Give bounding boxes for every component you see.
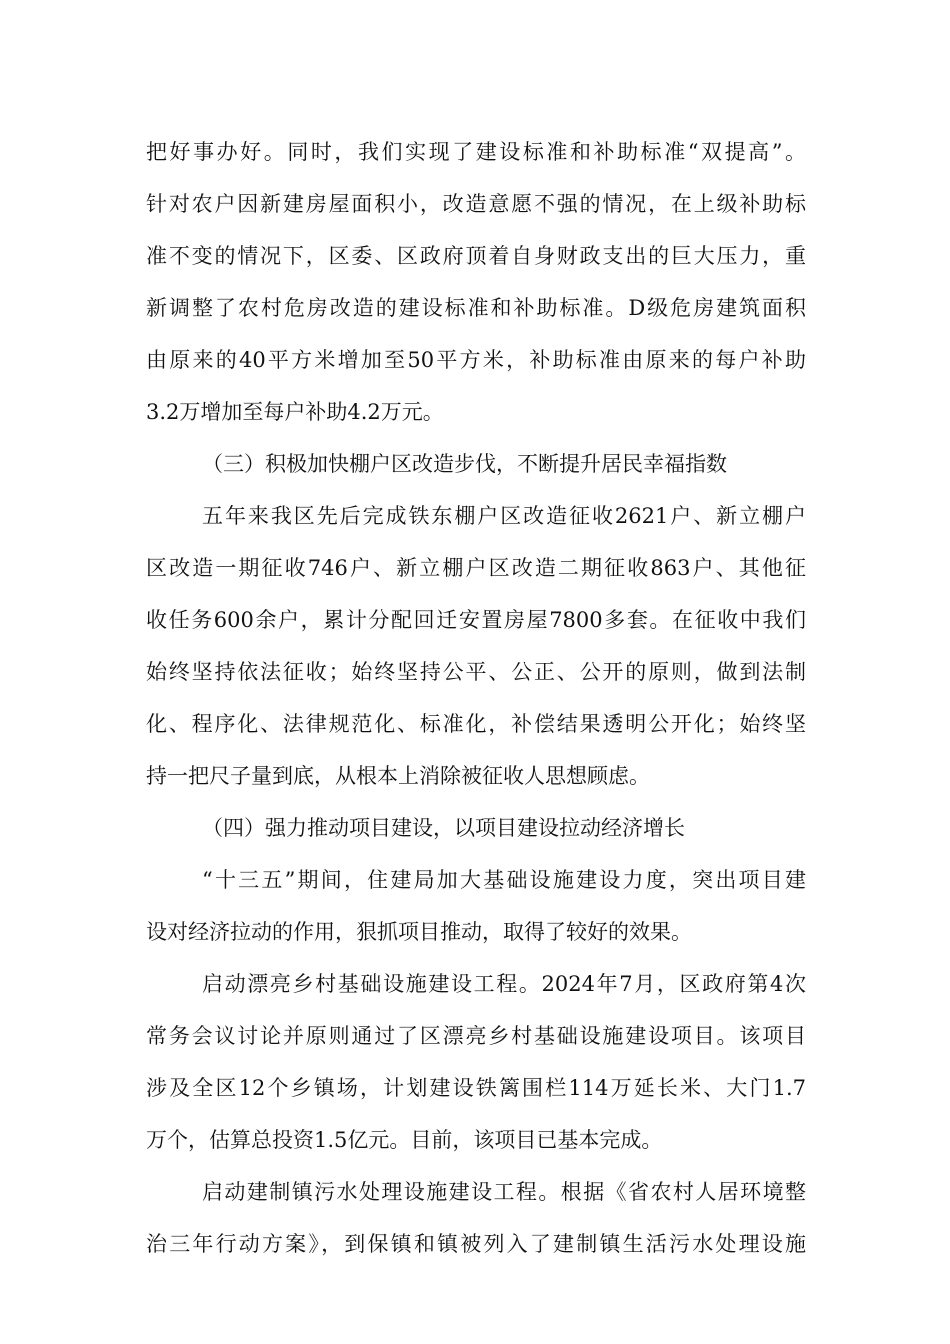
- text-line: 涉及全区12个乡镇场，计划建设铁篱围栏114万延长米、大门1.7: [146, 1076, 806, 1100]
- text-line: 由原来的40平方米增加至50平方米，补助标准由原来的每户补助: [146, 348, 806, 372]
- document-body: [146, 126, 806, 1270]
- text-line: 化、程序化、法律规范化、标准化，补偿结果透明公开化；始终坚: [146, 712, 806, 736]
- section-heading: （四）强力推动项目建设，以项目建设拉动经济增长: [202, 816, 685, 840]
- text-line: 设对经济拉动的作用，狠抓项目推动，取得了较好的效果。: [146, 920, 692, 944]
- text-line: “十三五”期间，住建局加大基础设施建设力度，突出项目建: [202, 868, 806, 892]
- section-heading: （三）积极加快棚户区改造步伐，不断提升居民幸福指数: [202, 452, 727, 476]
- text-line: 五年来我区先后完成铁东棚户区改造征收2621户、新立棚户: [202, 504, 806, 528]
- text-line: 启动漂亮乡村基础设施建设工程。2024年7月，区政府第4次: [202, 972, 806, 996]
- text-line: 治三年行动方案》，到保镇和镇被列入了建制镇生活污水处理设施: [146, 1232, 806, 1256]
- text-line: 针对农户因新建房屋面积小，改造意愿不强的情况，在上级补助标: [146, 192, 806, 216]
- text-line: 新调整了农村危房改造的建设标准和补助标准。D级危房建筑面积: [146, 296, 806, 320]
- text-line: 持一把尺子量到底，从根本上消除被征收人思想顾虑。: [146, 764, 650, 788]
- text-line: 万个，估算总投资1.5亿元。目前，该项目已基本完成。: [146, 1128, 663, 1152]
- text-line: 收任务600余户，累计分配回迁安置房屋7800多套。在征收中我们: [146, 608, 806, 632]
- text-line: 把好事办好。同时，我们实现了建设标准和补助标准“双提高”。: [146, 140, 806, 164]
- text-line: 区改造一期征收746户、新立棚户区改造二期征收863户、其他征: [146, 556, 806, 580]
- text-line: 3.2万增加至每户补助4.2万元。: [146, 400, 444, 424]
- text-line: 准不变的情况下，区委、区政府顶着自身财政支出的巨大压力，重: [146, 244, 806, 268]
- text-line: 启动建制镇污水处理设施建设工程。根据《省农村人居环境整: [202, 1180, 806, 1204]
- text-line: 常务会议讨论并原则通过了区漂亮乡村基础设施建设项目。该项目: [146, 1024, 806, 1048]
- text-line: 始终坚持依法征收；始终坚持公平、公正、公开的原则，做到法制: [146, 660, 806, 684]
